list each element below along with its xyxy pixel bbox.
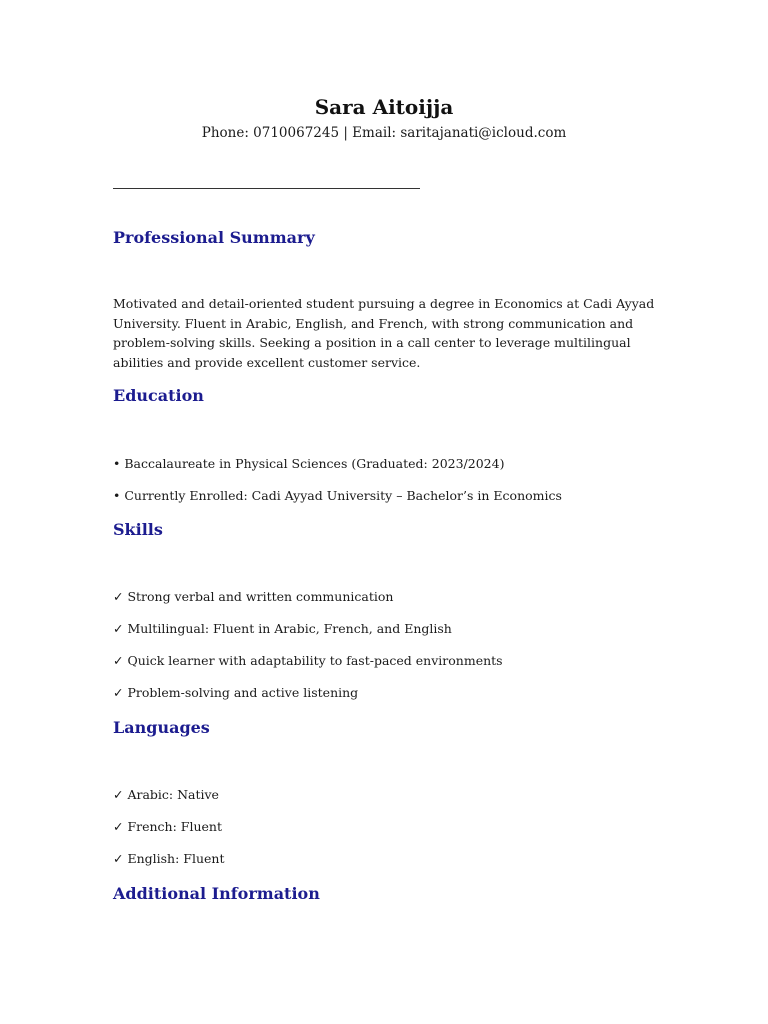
language-item: ✓ French: Fluent: [113, 819, 222, 834]
language-item: ✓ Arabic: Native: [113, 787, 219, 802]
language-item: ✓ English: Fluent: [113, 851, 225, 866]
additional-information-heading: Additional Information: [113, 884, 320, 903]
education-item: • Currently Enrolled: Cadi Ayyad University – Bachelor’s in Economics: [113, 488, 562, 503]
skills-heading: Skills: [113, 520, 163, 539]
skill-item: ✓ Quick learner with adaptability to fast-paced environments: [113, 653, 503, 668]
professional-summary-heading: Professional Summary: [113, 228, 315, 247]
education-item: • Baccalaureate in Physical Sciences (Graduated: 2023/2024): [113, 456, 505, 471]
skill-item: ✓ Multilingual: Fluent in Arabic, French, and English: [113, 621, 452, 636]
contact-line: Phone: 0710067245 | Email: saritajanati@icloud.com: [201, 125, 567, 141]
candidate-name: Sara Aitoijja: [314, 95, 454, 119]
languages-heading: Languages: [113, 718, 210, 737]
professional-summary-text: Motivated and detail-oriented student pursuing a degree in Economics at Cadi Ayyad University. Fluent in Arabic, English, and French, with strong communication and problem-solving skills. Seeking a position in a call center to leverage multilingual abilities and provide excellent customer service.: [113, 296, 655, 370]
education-heading: Education: [113, 386, 204, 405]
skill-item: ✓ Strong verbal and written communication: [113, 589, 394, 604]
skill-item: ✓ Problem-solving and active listening: [113, 685, 359, 700]
header-divider: [113, 188, 420, 189]
